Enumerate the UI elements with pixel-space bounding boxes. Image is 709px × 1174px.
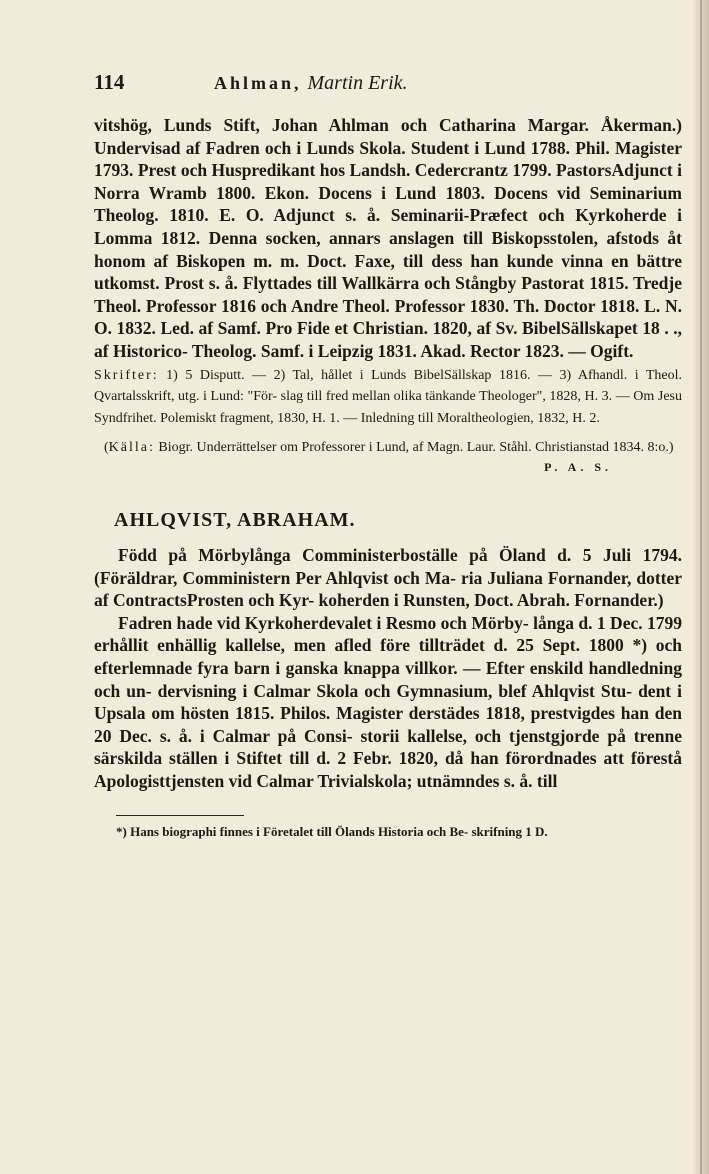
writing-line: Jesu Syndfrihet. Polemiskt fragment, 1830, H. 1. — Inledning (94, 389, 683, 426)
text-line: Åkerman.) Undervisad af Fadren och i Lunds Skola. Student (94, 115, 683, 158)
text-line: till Biskopsstolen, afstods åt honom af Biskopen m. m. Doct. (94, 227, 682, 271)
running-header (94, 70, 682, 110)
writing-line: till Moraltheologien, 1832, H. 2. (417, 410, 600, 426)
text-line: Theol. Professor 1816 och Andre Theol. Professor 1830. Th. (94, 295, 540, 316)
text-line: 1818, prestvigdes han den 20 Dec. s. å. i Calmar på Consi- (94, 703, 682, 746)
text-line: i Lund 1788. Phil. Magister 1793. Prest och Huspredikant (94, 137, 683, 181)
writing-line: slag till fred mellan olika tänkande Theologer", 1828, H. 3. — Om (280, 389, 655, 405)
entry-ahlman-text (94, 114, 682, 363)
text-line: ganska knappa villkor. — Efter enskild handledning och un- (94, 658, 683, 701)
text-line: koherden i Runsten, Doct. Abrah. Fornander.) (318, 590, 664, 611)
entry-title: AHLQVIST, ABRAHAM. (114, 509, 356, 532)
entry-ahlqvist-para2 (94, 612, 682, 793)
text-line: Christian. 1820, af Sv. BibelSällskapet 18 . ., af Historico- (94, 318, 682, 361)
entry-ahlqvist-para1 (94, 544, 682, 612)
writings-label: Skrifter: (94, 367, 159, 383)
footnote-line: *) Hans biographi finnes i Företalet till Ölands Historia och Be- (116, 823, 469, 839)
footnote (94, 822, 682, 842)
text-line: Faxe, till dess han kunde vinna en bättre utkomst. Prost s. å. (94, 250, 683, 294)
entry-ahlman-lines (94, 114, 682, 363)
text-line: Stiftet till d. 2 Febr. 1820, då han förordnades att förestå (236, 748, 683, 769)
writing-line: 1816. — 3) Afhandl. i Theol. Qvartalsskrift, utg. i Lund: "För- (94, 367, 683, 405)
page-edge (693, 0, 709, 1174)
source-line: Biogr. Underrättelser om Professorer i Lund, af Magn. Laur. (158, 440, 496, 456)
header-given-names: Martin Erik. (307, 72, 408, 94)
writings-list (94, 368, 682, 426)
footnote-line: skrifning 1 D. (471, 823, 548, 839)
writing-line: 1) 5 Disputt. — 2) Tal, hållet i Lunds BibelSällskap (166, 367, 492, 383)
header-surname: Ahlman, (214, 73, 302, 93)
author-signature: P. A. S. (544, 460, 612, 475)
text-line: långa d. 1 Dec. 1799 erhållit enhällig kallelse, men afled före (94, 612, 683, 656)
sources-label: Källa: (108, 440, 155, 456)
text-line: tillträdet d. 25 Sept. 1800 *) och efterlemnade fyra barn i (94, 635, 682, 678)
page-content (94, 70, 682, 842)
text-line: Theolog. 1810. E. O. Adjunct s. å. Seminarii-Præfect och (94, 205, 565, 226)
text-line: dent i Upsala om hösten 1815. Philos. Magister derstädes (94, 680, 683, 724)
text-line: vitshög, Lunds Stift, Johan Ahlman och Catharina Margar. (94, 115, 589, 135)
text-line: Doctor 1818. L. N. O. 1832. Led. af Samf. Pro Fide et (94, 295, 682, 339)
sources-text (158, 440, 673, 455)
text-line: ria Juliana Fornander, dotter af ContractsProsten och Kyr- (94, 567, 683, 611)
text-line: 1800. Ekon. Docens i Lund 1803. Docens vid Seminarium (216, 182, 683, 203)
text-line: Juli 1794. (Föräldrar, Comministern Per Ahlqvist och Ma- (94, 545, 682, 588)
text-line: Fadren hade vid Kyrkoherdevalet i Resmo och Mörby- (118, 612, 529, 633)
sources-section: (Källa: Biogr. Underrättelser om Professorer i Lund, af Magn. Laur. Ståhl. Christianstad 1834. 8:o.) (104, 440, 674, 456)
text-line: hos Landsh. Cedercrantz 1799. PastorsAdjunct i Norra Wramb (94, 160, 683, 203)
source-line: Ståhl. Christianstad 1834. 8:o.) (499, 440, 674, 456)
text-line: Apologisttjensten vid Calmar Trivialskola; utnämndes s. å. till (94, 770, 558, 791)
text-line: Theolog. Samf. i Leipzig 1831. Akad. Rector 1823. — Ogift. (191, 340, 634, 361)
footnote-rule (116, 815, 244, 816)
writings-section (94, 365, 682, 430)
text-line: Född på Mörbylånga Comministerboställe på Öland d. 5 (118, 545, 592, 566)
text-line: Flyttades till Wallkärra och Stångby Pastorat 1815. Tredje (242, 273, 682, 294)
entry-ahlqvist-text (94, 544, 682, 793)
page-number: 114 (94, 70, 125, 94)
text-line: Kyrkoherde i Lomma 1812. Denna socken, annars anslagen (94, 205, 683, 248)
text-line: dervisning i Calmar Skola och Gymnasium, blef Ahlqvist Stu- (157, 680, 633, 701)
text-line: storii kallelse, och tjenstgjorde på trenne särskilda ställen i (94, 725, 682, 769)
